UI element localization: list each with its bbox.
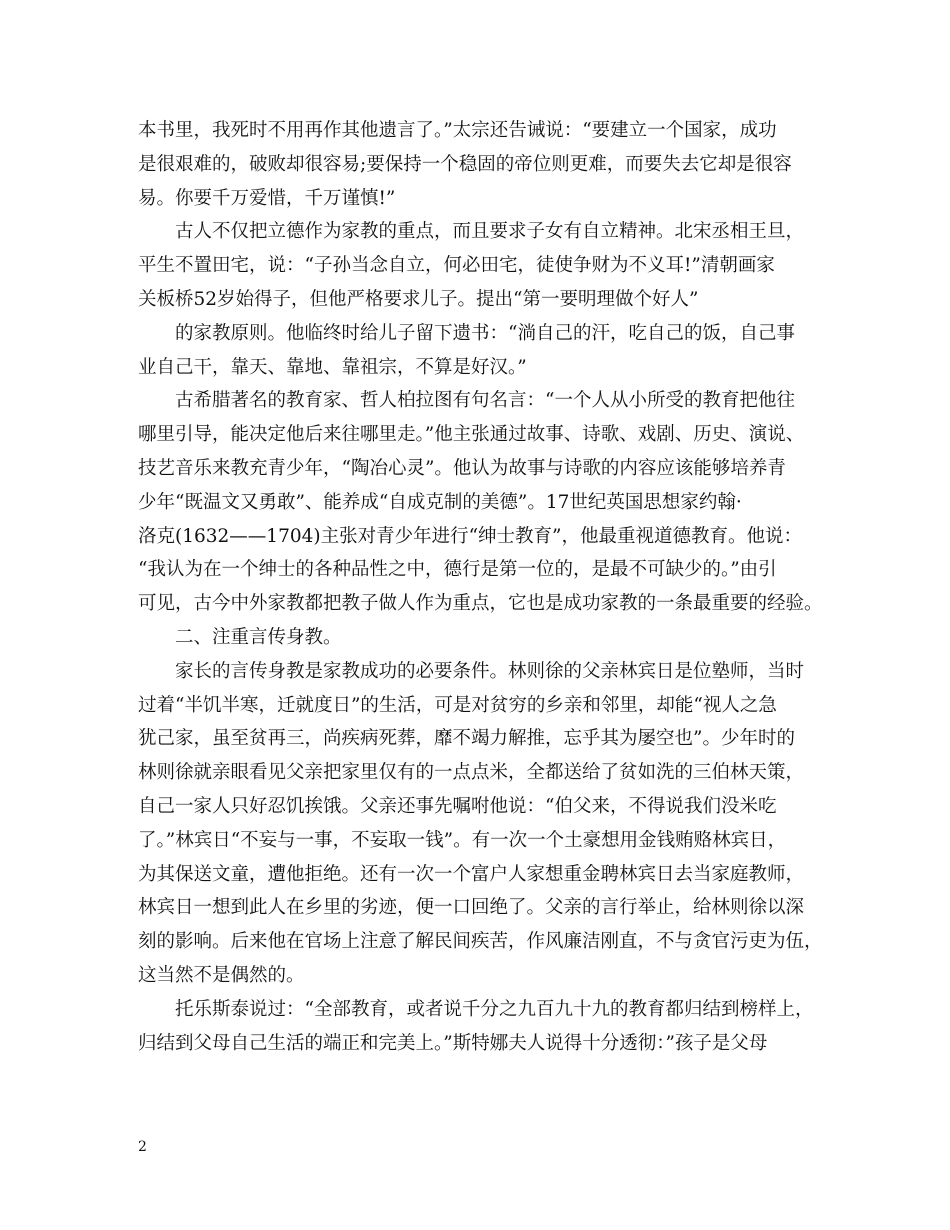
text-line: 古人不仅把立德作为家教的重点，而且要求子女有自立精神。北宋丞相王旦， bbox=[175, 221, 805, 243]
page-number: 2 bbox=[138, 1139, 147, 1155]
text-line: 少年“既温文又勇敢”、能养成“自成克制的美德”。17世纪英国思想家约翰· bbox=[138, 491, 742, 513]
text-line: 平生不置田宅，说：“子孙当念自立，何必田宅，徒使争财为不义耳!”清朝画家 bbox=[138, 255, 775, 277]
text-line: 林宾日一想到此人在乡里的劣迹，便一口回绝了。父亲的言行举止，给林则徐以深 bbox=[138, 897, 805, 919]
text-line: 二、注重言传身教。 bbox=[175, 626, 342, 648]
text-line: 可见，古今中外家教都把教子做人作为重点，它也是成功家教的一条最重要的经验。 bbox=[138, 593, 823, 615]
text-line: 刻的影响。后来他在官场上注意了解民间疾苦，作风廉洁刚直，不与贪官污吏为伍， bbox=[138, 931, 823, 953]
text-line: “我认为在一个绅士的各种品性之中，德行是第一位的，是最不可缺少的。”由引 bbox=[138, 559, 777, 581]
text-line: 家长的言传身教是家教成功的必要条件。林则徐的父亲林宾日是位塾师，当时 bbox=[175, 660, 805, 682]
text-line: 哪里引导，能决定他后来往哪里走。”他主张通过故事、诗歌、戏剧、历史、演说、 bbox=[138, 424, 805, 446]
text-line: 为其保送文童，遭他拒绝。还有一次一个富户人家想重金聘林宾日去当家庭教师， bbox=[138, 863, 805, 885]
text-line: 托乐斯泰说过：“全部教育，或者说千分之九百九十九的教育都归结到榜样上， bbox=[175, 998, 814, 1020]
text-line: 这当然不是偶然的。 bbox=[138, 964, 305, 986]
text-line: 了。”林宾日“不妄与一事，不妄取一钱”。有一次一个土豪想用金钱贿赂林宾日， bbox=[138, 829, 787, 851]
text-line: 本书里，我死时不用再作其他遗言了。”太宗还告诫说：“要建立一个国家，成功 bbox=[138, 120, 777, 141]
text-line: 古希腊著名的教育家、哲人柏拉图有句名言：“一个人从小所受的教育把他往 bbox=[175, 390, 795, 412]
text-line: 业自己干，靠天、靠地、靠祖宗，不算是好汉。” bbox=[138, 356, 527, 378]
body-text bbox=[138, 114, 828, 1060]
text-line: 易。你要千万爱惜，千万谨慎!” bbox=[138, 187, 396, 209]
text-line: 关板桥52岁始得子，但他严格要求儿子。提出“第一要明理做个好人” bbox=[138, 288, 699, 310]
text-line: 技艺音乐来教充青少年，“陶冶心灵”。他认为故事与诗歌的内容应该能够培养青 bbox=[138, 457, 786, 479]
text-line: 是很艰难的，破败却很容易;要保持一个稳固的帝位则更难，而要失去它却是很容 bbox=[138, 153, 792, 175]
text-line: 洛克(1632——1704)主张对青少年进行“绅士教育”，他最重视道德教育。他说： bbox=[138, 525, 803, 547]
text-line: 林则徐就亲眼看见父亲把家里仅有的一点点米，全都送给了贫如洗的三伯林天策， bbox=[138, 762, 805, 784]
text-line: 归结到父母自己生活的端正和完美上。”斯特娜夫人说得十分透彻：”孩子是父母 bbox=[138, 1032, 768, 1054]
text-line: 自己一家人只好忍饥挨饿。父亲还事先嘱咐他说：“伯父来，不得说我们没米吃 bbox=[138, 795, 777, 817]
text-line: 犹己家，虽至贫再三，尚疾病死葬，靡不竭力解推，忘乎其为屡空也”。少年时的 bbox=[138, 728, 795, 750]
text-line: 的家教原则。他临终时给儿子留下遗书：“淌自己的汗，吃自己的饭，自己事 bbox=[175, 322, 795, 344]
text-line: 过着“半饥半寒，迁就度日”的生活，可是对贫穷的乡亲和邻里，却能“视人之急 bbox=[138, 694, 777, 716]
